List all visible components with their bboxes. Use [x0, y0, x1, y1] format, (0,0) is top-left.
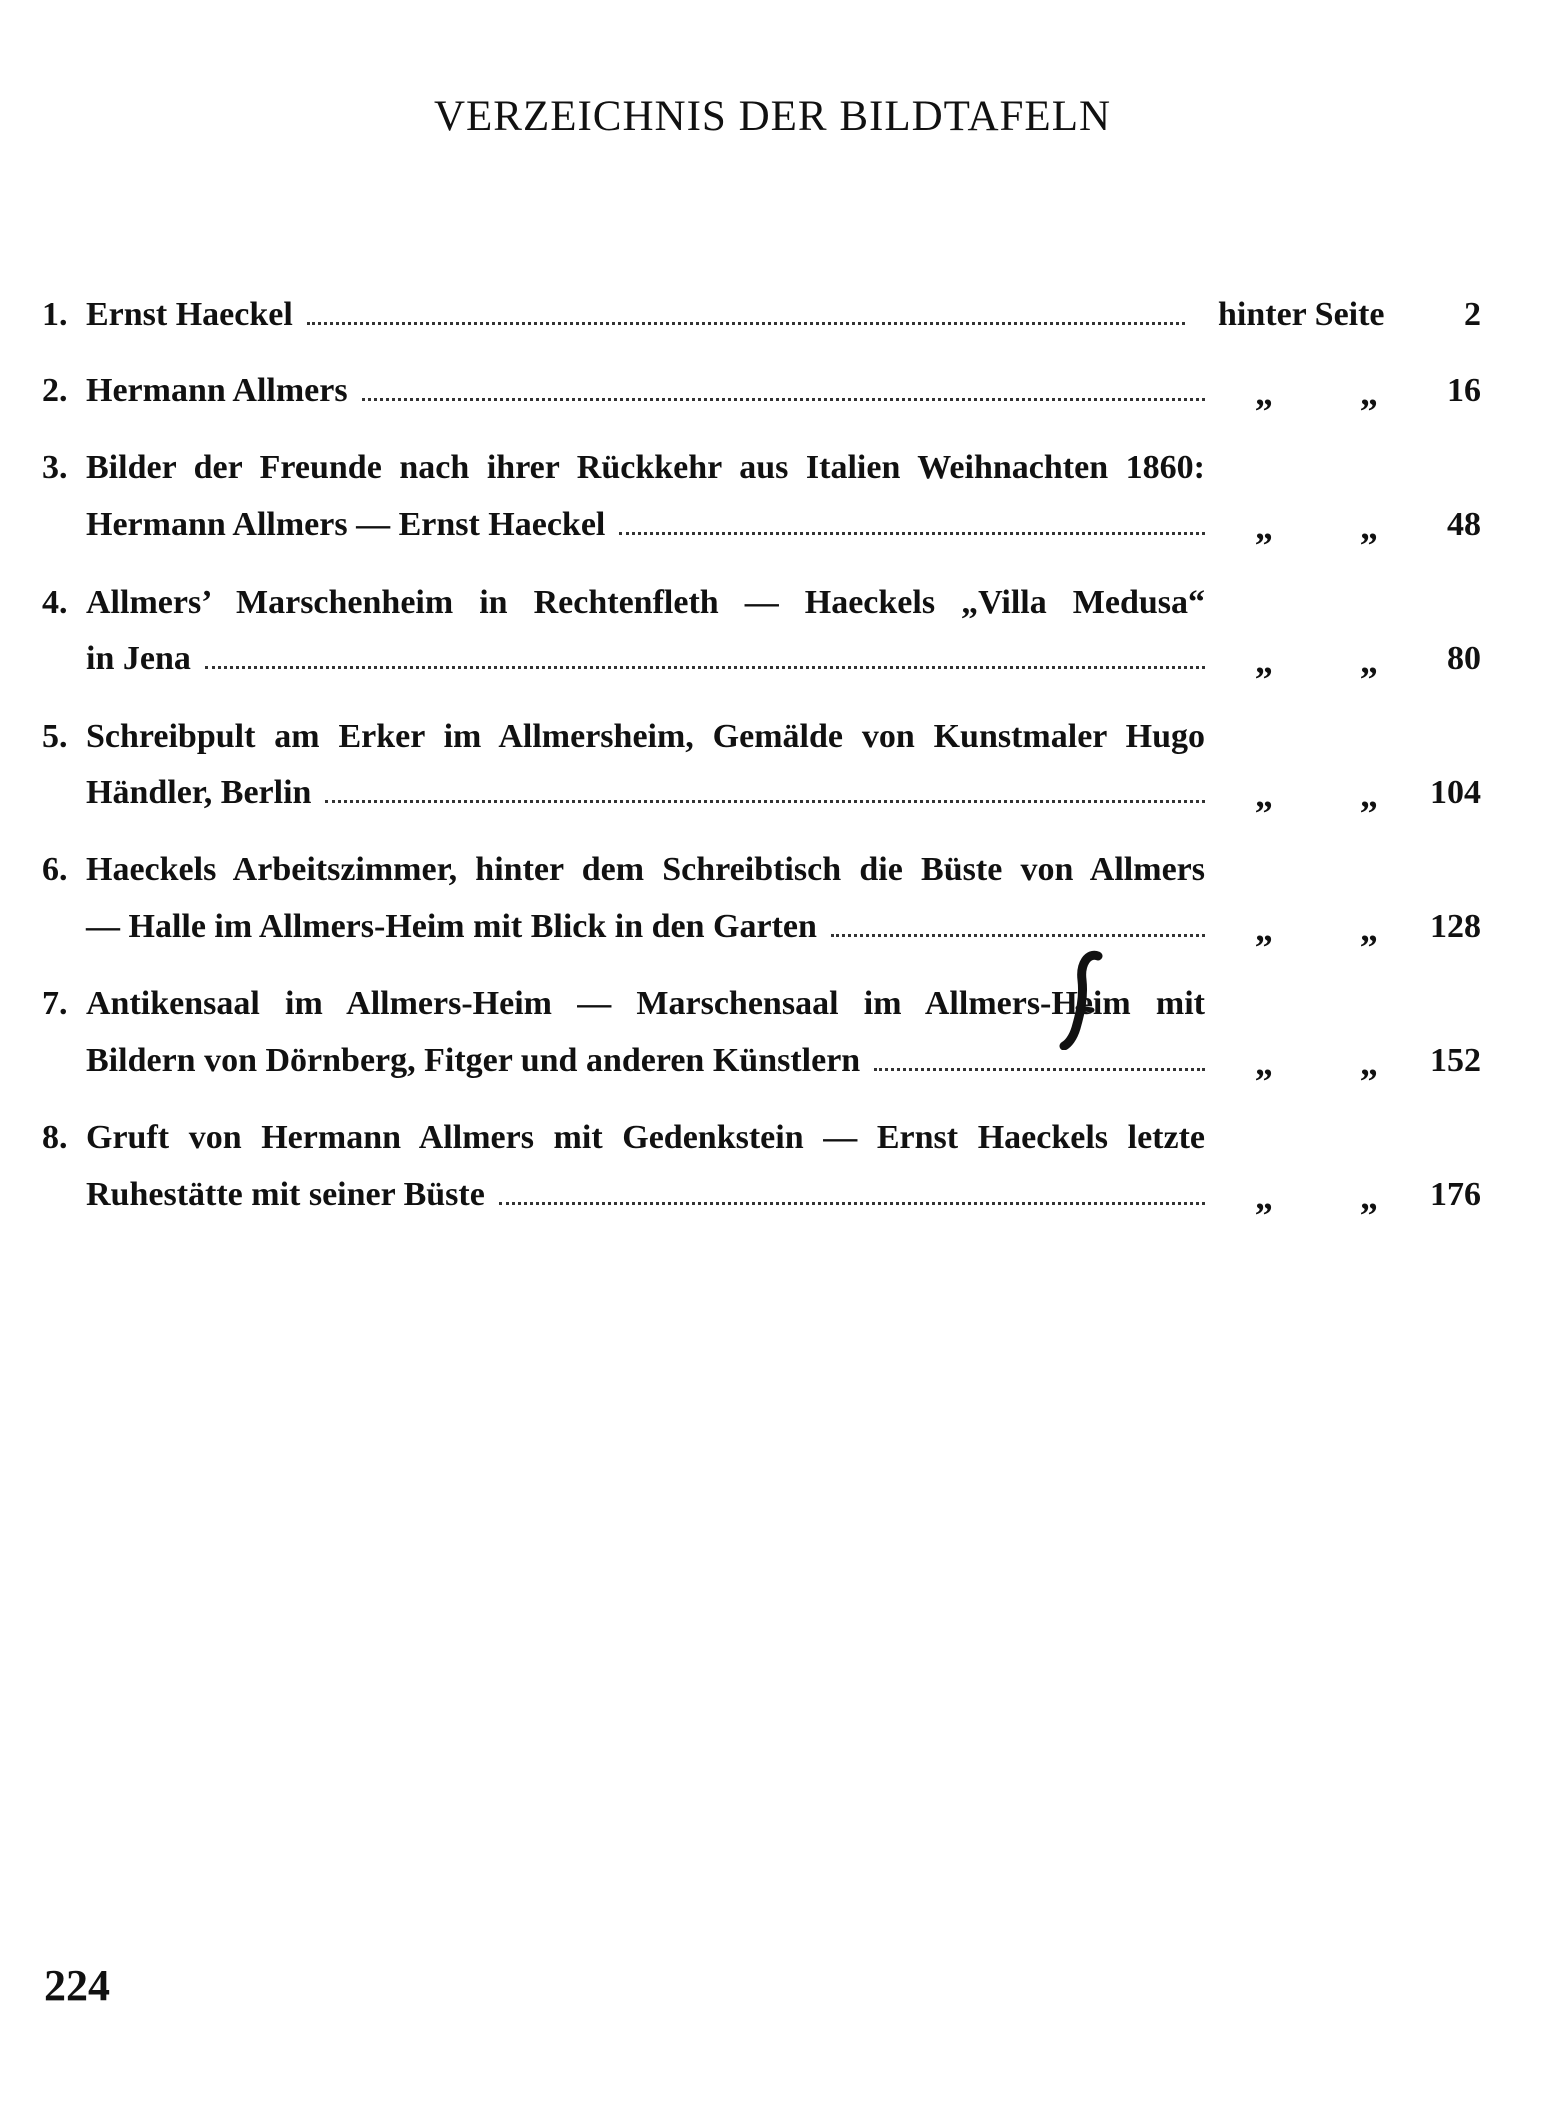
dot-leader — [307, 322, 1185, 325]
entry-title-leader — [86, 1042, 1205, 1080]
entry-title: Gruft von Hermann Allmers mit Gedenkstein — Ernst Haeckels letzte — [86, 1119, 1205, 1156]
entry-number: 5. — [42, 718, 68, 755]
entry-title: Haeckels Arbeitszimmer, hinter dem Schreibtisch die Büste von Allmers — [86, 851, 1205, 888]
entry-page-number: 128 — [1430, 908, 1481, 945]
entry-page-number: 152 — [1430, 1042, 1481, 1079]
list-item — [0, 985, 1545, 1035]
entry-title-leader — [86, 774, 1205, 812]
list-item-continuation — [0, 506, 1545, 556]
list-item-continuation — [0, 774, 1545, 824]
ditto-mark: „ — [1360, 373, 1378, 413]
entry-number: 6. — [42, 851, 68, 888]
ditto-mark: „ — [1255, 775, 1273, 815]
entry-number: 1. — [42, 296, 68, 333]
dot-leader — [325, 800, 1205, 803]
entry-title: Ruhestätte mit seiner Büste — [86, 1176, 485, 1213]
page-title: VERZEICHNIS DER BILDTAFELN — [433, 93, 1112, 140]
list-item — [0, 584, 1545, 634]
entry-page-number: 16 — [1447, 372, 1481, 409]
ditto-mark: „ — [1255, 1177, 1273, 1217]
entry-page-number: 48 — [1447, 506, 1481, 543]
entry-title: Händler, Berlin — [86, 774, 312, 811]
ditto-mark: „ — [1360, 641, 1378, 681]
ditto-mark: „ — [1255, 909, 1273, 949]
entry-title: Bildern von Dörnberg, Fitger und anderen Künstlern — [86, 1042, 861, 1079]
entry-page-number: 2 — [1464, 296, 1481, 333]
entry-title-leader — [86, 908, 1205, 946]
entry-page-number: 104 — [1430, 774, 1481, 811]
entry-title-leader — [86, 296, 1185, 334]
list-item — [0, 372, 1545, 422]
entry-title: Hermann Allmers — [86, 372, 348, 409]
entry-reference: hinter Seite — [1218, 296, 1385, 333]
list-item — [0, 1119, 1545, 1169]
entry-number: 7. — [42, 985, 68, 1022]
ditto-mark: „ — [1360, 1043, 1378, 1083]
ditto-mark: „ — [1360, 1177, 1378, 1217]
list-item-continuation — [0, 1042, 1545, 1092]
list-item — [0, 851, 1545, 901]
dot-leader — [362, 398, 1205, 401]
entry-title: Allmers’ Marschenheim in Rechtenfleth — Haeckels „Villa Medusa“ — [86, 584, 1205, 621]
ditto-mark: „ — [1255, 507, 1273, 547]
list-item-continuation — [0, 1176, 1545, 1226]
entry-title: Bilder der Freunde nach ihrer Rückkehr aus Italien Weihnachten 1860: — [86, 449, 1205, 486]
page-folio: 224 — [44, 1961, 110, 2010]
entry-title: Antikensaal im Allmers-Heim — Marschensaal im Allmers-Heim mit — [86, 985, 1205, 1022]
entry-title: Ernst Haeckel — [86, 296, 293, 333]
entry-title-leader — [86, 640, 1205, 678]
entry-page-number: 80 — [1447, 640, 1481, 677]
list-item-continuation — [0, 640, 1545, 690]
list-item-continuation — [0, 908, 1545, 958]
entry-number: 2. — [42, 372, 68, 409]
entry-title: in Jena — [86, 640, 191, 677]
entry-number: 4. — [42, 584, 68, 621]
entry-page-number: 176 — [1430, 1176, 1481, 1213]
ditto-mark: „ — [1360, 909, 1378, 949]
dot-leader — [874, 1068, 1205, 1071]
list-item — [0, 296, 1545, 346]
ditto-mark: „ — [1255, 1043, 1273, 1083]
dot-leader — [831, 934, 1205, 937]
entry-title: — Halle im Allmers-Heim mit Blick in den Garten — [86, 908, 817, 945]
entry-number: 3. — [42, 449, 68, 486]
entry-title: Hermann Allmers — Ernst Haeckel — [86, 506, 606, 543]
dot-leader — [499, 1202, 1205, 1205]
entry-title: Schreibpult am Erker im Allmersheim, Gemälde von Kunstmaler Hugo — [86, 718, 1205, 755]
dot-leader — [619, 532, 1205, 535]
handwritten-mark — [1058, 950, 1118, 1050]
entry-title-leader — [86, 372, 1205, 410]
ditto-mark: „ — [1255, 373, 1273, 413]
entry-title-leader — [86, 506, 1205, 544]
ditto-mark: „ — [1360, 507, 1378, 547]
entry-number: 8. — [42, 1119, 68, 1156]
ditto-mark: „ — [1360, 775, 1378, 815]
entry-title-leader — [86, 1176, 1205, 1214]
ditto-mark: „ — [1255, 641, 1273, 681]
list-item — [0, 718, 1545, 768]
list-item — [0, 449, 1545, 499]
dot-leader — [205, 666, 1205, 669]
